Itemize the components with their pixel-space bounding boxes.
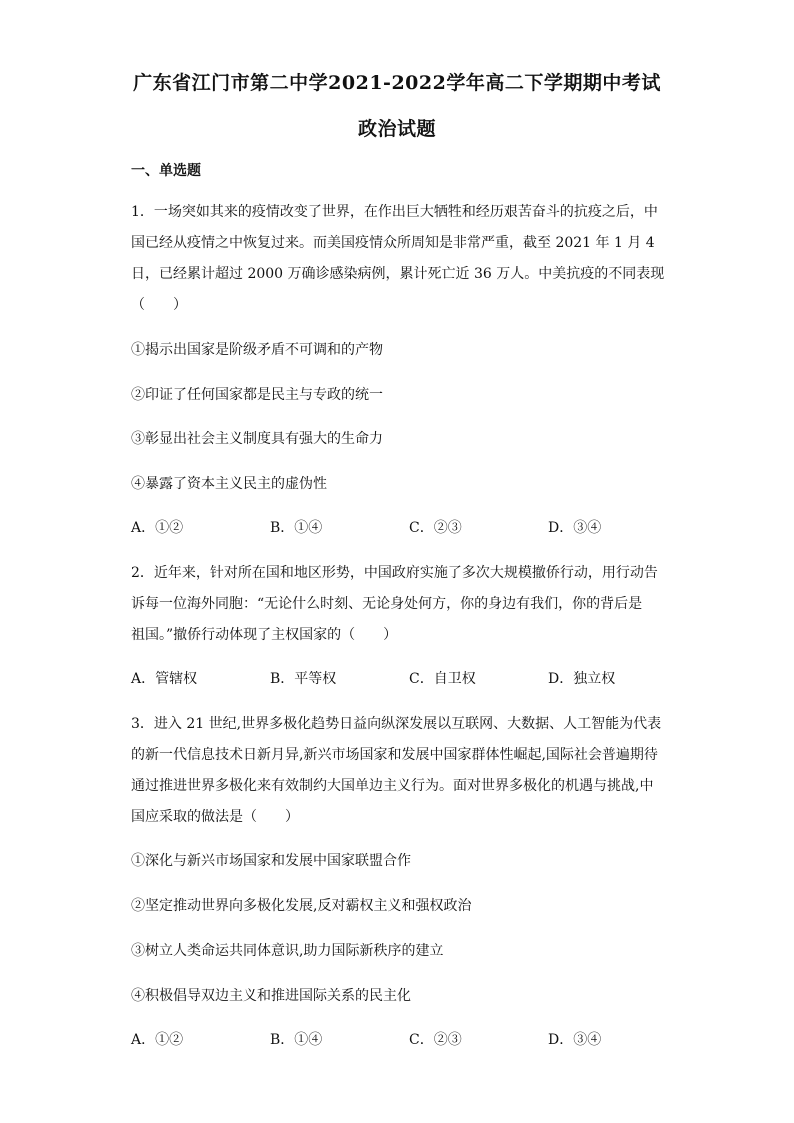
question-3-statement: ②坚定推动世界向多极化发展,反对霸权主义和强权政治 xyxy=(131,898,472,914)
question-1-statement: ④暴露了资本主义民主的虚伪性 xyxy=(131,476,327,492)
option-a: A．①② xyxy=(131,520,184,536)
question-3-text-line: 国应采取的做法是（ ） xyxy=(131,809,299,825)
option-d: D．③④ xyxy=(548,520,602,536)
option-a: A．①② xyxy=(131,1032,184,1048)
question-1-statement: ②印证了任何国家都是民主与专政的统一 xyxy=(131,387,383,403)
question-1-text-line: 日，已经累计超过 2000 万确诊感染病例，累计死亡近 36 万人。中美抗疫的不同表现 xyxy=(131,266,665,282)
option-b: B．①④ xyxy=(270,1032,323,1048)
option-c: C．②③ xyxy=(409,520,462,536)
question-2-text-line: 诉每一位海外同胞：“无论什么时刻、无论身处何方，你的身边有我们，你的背后是 xyxy=(131,596,643,612)
option-d: D．③④ xyxy=(548,1032,602,1048)
option-c: C．自卫权 xyxy=(409,671,476,687)
option-b: B．平等权 xyxy=(270,671,337,687)
option-d: D．独立权 xyxy=(548,671,616,687)
subject-title: 政治试题 xyxy=(357,118,436,140)
question-3-statement: ③树立人类命运共同体意识,助力国际新秩序的建立 xyxy=(131,943,444,959)
question-1-text-line: 国已经从疫情之中恢复过来。而美国疫情众所周知是非常严重，截至 2021 年 1 月 4 xyxy=(131,235,655,251)
question-3-text-line: 3．进入 21 世纪,世界多极化趋势日益向纵深发展以互联网、大数据、人工智能为代表 xyxy=(131,716,662,732)
option-c: C．②③ xyxy=(409,1032,462,1048)
question-1-statement: ③彰显出社会主义制度具有强大的生命力 xyxy=(131,431,383,447)
section-heading: 一、单选题 xyxy=(131,163,201,179)
question-1-statement: ①揭示出国家是阶级矛盾不可调和的产物 xyxy=(131,342,383,358)
question-3-text-line: 的新一代信息技术日新月异,新兴市场国家和发展中国家群体性崛起,国际社会普遍期待 xyxy=(131,747,658,763)
question-3-statement: ④积极倡导双边主义和推进国际关系的民主化 xyxy=(131,988,411,1004)
question-2-text-line: 祖国。”撤侨行动体现了主权国家的（ ） xyxy=(131,627,398,643)
question-3-statement: ①深化与新兴市场国家和发展中国家联盟合作 xyxy=(131,853,411,869)
option-b: B．①④ xyxy=(270,520,323,536)
question-1-text-line: 1．一场突如其来的疫情改变了世界，在作出巨大牺牲和经历艰苦奋斗的抗疫之后，中 xyxy=(131,204,658,220)
question-3-text-line: 通过推进世界多极化来有效制约大国单边主义行为。面对世界多极化的机遇与挑战,中 xyxy=(131,778,654,794)
question-1-text-line: （ ） xyxy=(131,297,187,313)
exam-title: 广东省江门市第二中学2021-2022学年高二下学期期中考试 xyxy=(133,72,661,94)
question-2-text-line: 2．近年来，针对所在国和地区形势，中国政府实施了多次大规模撤侨行动，用行动告 xyxy=(131,565,658,581)
option-a: A．管辖权 xyxy=(131,671,198,687)
